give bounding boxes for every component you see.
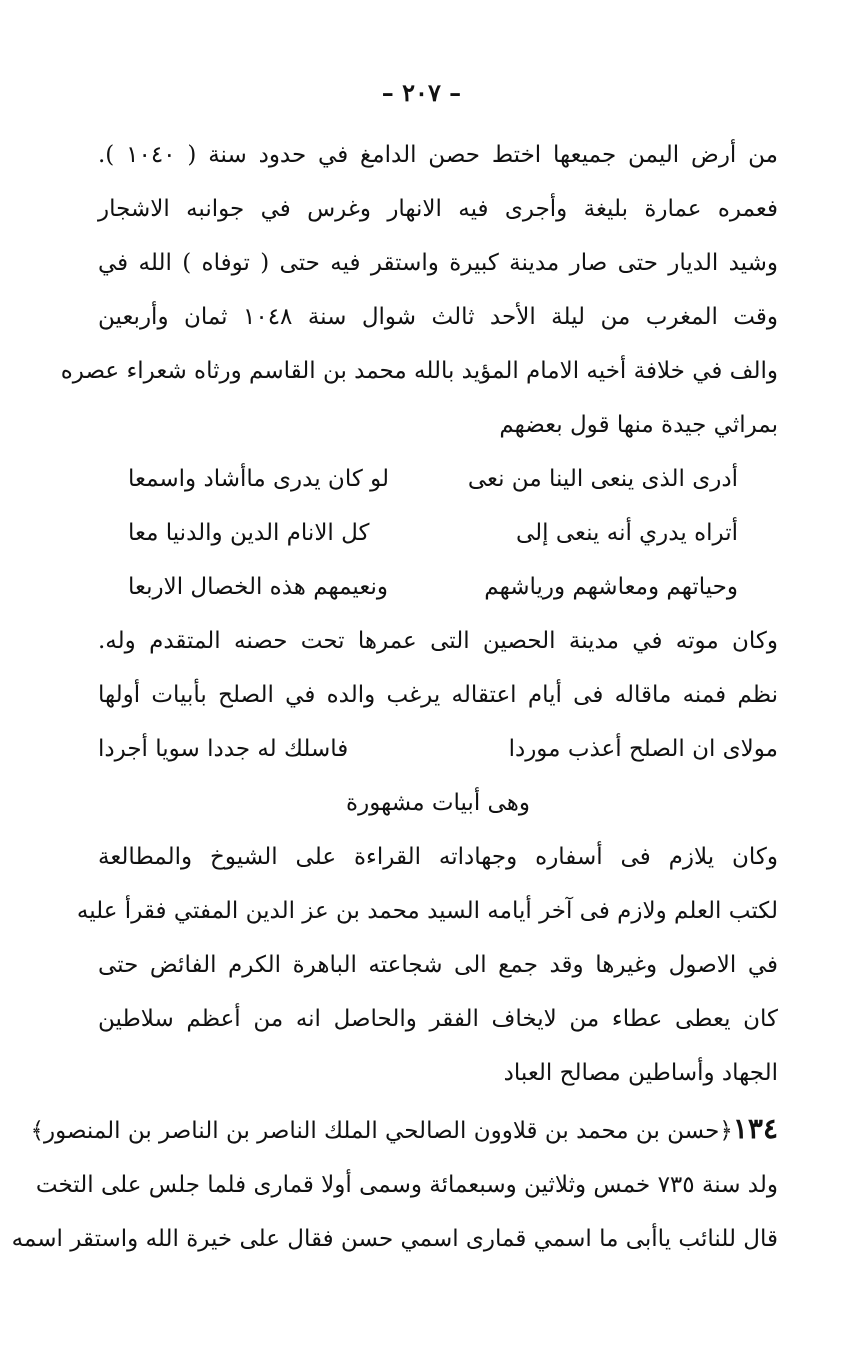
text-line: في الاصول وغيرها وقد جمع الى شجاعته الباهرة الكرم الفائض حتى <box>98 952 778 978</box>
verse-second-hemistich: ونعيمهم هذه الخصال الاربعا <box>128 574 388 600</box>
text-line: الجهاد وأساطين مصالح العباد <box>503 1060 778 1086</box>
poem-note: وهى أبيات مشهورة <box>346 790 530 816</box>
poem-verse <box>98 722 778 776</box>
verse-second-hemistich: كل الانام الدين والدنيا معا <box>128 520 370 546</box>
text-line: قال للنائب ياأبى ما اسمي قمارى اسمي حسن فقال على خيرة الله واستقر اسمه <box>11 1226 778 1252</box>
text-line: فعمره عمارة بليغة وأجرى فيه الانهار وغرس في جوانبه الاشجار <box>98 196 778 222</box>
page-body <box>11 128 778 1266</box>
text-line: نظم فمنه ماقاله فى أيام اعتقاله يرغب والده في الصلح بأبيات أولها <box>98 682 778 708</box>
poem-verse <box>98 452 778 506</box>
text-line: بمراثي جيدة منها قول بعضهم <box>499 412 778 438</box>
text-line: كان يعطى عطاء من لايخاف الفقر والحاصل انه من أعظم سلاطين <box>98 1006 778 1032</box>
page-number: – ٢٠٧ – <box>381 78 462 107</box>
text-line: وشيد الديار حتى صار مدينة كبيرة واستقر فيه حتى ( توفاه ) الله في <box>98 250 778 276</box>
poem-verse <box>98 506 778 560</box>
entry-number: ١٣٤ <box>732 1112 778 1145</box>
verse-second-hemistich: لو كان يدرى ماأشاد واسمعا <box>128 466 389 492</box>
entry-heading-line <box>30 1100 778 1158</box>
text-line: ولد سنة ٧٣٥ خمس وثلاثين وسبعمائة وسمى أولا قمارى فلما جلس على التخت <box>35 1172 778 1198</box>
poem-verse <box>98 560 778 614</box>
verse-first-hemistich: مولاى ان الصلح أعذب موردا <box>508 736 778 762</box>
text-line: والف في خلافة أخيه الامام المؤيد بالله محمد بن القاسم ورثاه شعراء عصره <box>60 358 778 384</box>
text-line: وقت المغرب من ليلة الأحد ثالث شوال سنة ١٠٤٨ ثمان وأربعين <box>98 304 778 330</box>
text-line: وكان موته في مدينة الحصين التى عمرها تحت حصنه المتقدم وله. <box>98 628 778 654</box>
verse-first-hemistich: أتراه يدري أنه ينعى إلى <box>515 520 738 546</box>
verse-second-hemistich: فاسلك له جددا سويا أجردا <box>98 736 349 762</box>
verse-first-hemistich: وحياتهم ومعاشهم ورياشهم <box>484 574 738 600</box>
text-line: لكتب العلم ولازم فى آخر أيامه السيد محمد بن عز الدين المفتي فقرأ عليه <box>76 898 778 924</box>
text-line: من أرض اليمن جميعها اختط حصن الدامغ في حدود سنة ( ١٠٤٠ ). <box>98 142 778 168</box>
verse-first-hemistich: أدرى الذى ينعى الينا من نعى <box>467 466 738 492</box>
text-line: وكان يلازم فى أسفاره وجهاداته القراءة على الشيوخ والمطالعة <box>98 844 778 870</box>
entry-heading: ﴿حسن بن محمد بن قلاوون الصالحي الملك الناصر بن الناصر بن المنصور﴾ <box>30 1118 733 1144</box>
